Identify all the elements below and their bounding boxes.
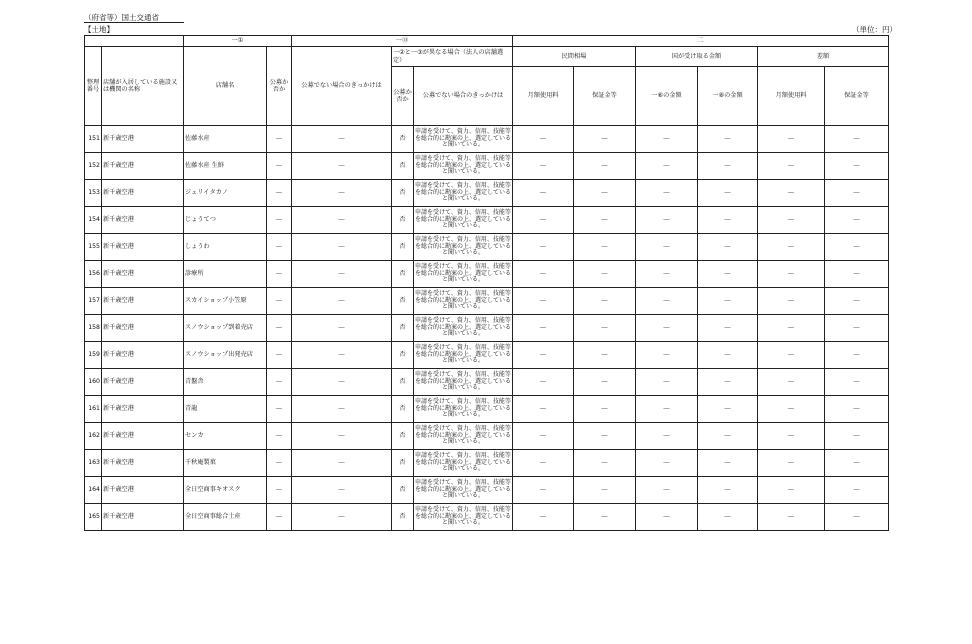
row-private-deposit: －	[574, 288, 636, 315]
row-diff-public: 否	[392, 288, 414, 315]
row-reason: －	[292, 423, 392, 450]
row-facility: 新千歳空港	[102, 261, 184, 288]
row-store: 千秋庵製菓	[184, 450, 267, 477]
row-diff-reason: 申請を受けて、資力、信用、技能等を総合的に勘案の上、選定していると聞いている。	[414, 261, 513, 288]
table-row	[85, 126, 889, 153]
row-diff-public: 否	[392, 396, 414, 423]
header-deposit2: 保証金等	[825, 67, 889, 126]
row-public: －	[267, 477, 292, 504]
row-facility: 新千歳空港	[102, 450, 184, 477]
row-facility: 新千歳空港	[102, 153, 184, 180]
row-diff-public: 否	[392, 423, 414, 450]
row-public: －	[267, 423, 292, 450]
row-no: 164	[85, 477, 102, 504]
row-store: 全日空商事キオスク	[184, 477, 267, 504]
row-diff-public: 否	[392, 477, 414, 504]
row-amount6: －	[636, 126, 698, 153]
row-reason: －	[292, 234, 392, 261]
row-reason: －	[292, 180, 392, 207]
row-no: 156	[85, 261, 102, 288]
row-private-monthly: －	[513, 234, 574, 261]
row-private-deposit: －	[574, 261, 636, 288]
row-public: －	[267, 396, 292, 423]
row-no: 163	[85, 450, 102, 477]
row-diff-reason: 申請を受けて、資力、信用、技能等を総合的に勘案の上、選定していると聞いている。	[414, 369, 513, 396]
row-private-monthly: －	[513, 423, 574, 450]
row-diff-public: 否	[392, 369, 414, 396]
row-private-monthly: －	[513, 180, 574, 207]
row-diff-reason: 申請を受けて、資力、信用、技能等を総合的に勘案の上、選定していると聞いている。	[414, 342, 513, 369]
row-store: 青龍	[184, 396, 267, 423]
row-no: 161	[85, 396, 102, 423]
row-reason: －	[292, 396, 392, 423]
header-monthly2: 月額使用料	[758, 67, 825, 126]
row-private-deposit: －	[574, 234, 636, 261]
unit-label: （単位：円）	[852, 25, 897, 34]
row-reason: －	[292, 369, 392, 396]
row-reason: －	[292, 261, 392, 288]
row-private-monthly: －	[513, 207, 574, 234]
row-private-monthly: －	[513, 450, 574, 477]
row-amount8: －	[698, 450, 758, 477]
row-diff-public: 否	[392, 315, 414, 342]
header-group13: 一⑬	[292, 36, 513, 47]
row-public: －	[267, 261, 292, 288]
row-amount8: －	[698, 207, 758, 234]
row-private-deposit: －	[574, 369, 636, 396]
row-diff-reason: 申請を受けて、資力、信用、技能等を総合的に勘案の上、選定していると聞いている。	[414, 180, 513, 207]
table-row	[85, 261, 889, 288]
row-amount8: －	[698, 126, 758, 153]
row-facility: 新千歳空港	[102, 315, 184, 342]
row-store: ジュリイタカノ	[184, 180, 267, 207]
row-reason: －	[292, 342, 392, 369]
row-facility: 新千歳空港	[102, 396, 184, 423]
row-amount8: －	[698, 504, 758, 531]
row-private-monthly: －	[513, 342, 574, 369]
row-public: －	[267, 126, 292, 153]
row-diff-deposit: －	[825, 504, 889, 531]
row-diff-public: 否	[392, 207, 414, 234]
header-facility: 店舗が入居している施設又は機関の名称	[102, 47, 184, 126]
header-monthly: 月額使用料	[513, 67, 574, 126]
row-amount6: －	[636, 450, 698, 477]
row-public: －	[267, 504, 292, 531]
table-row	[85, 423, 889, 450]
row-private-deposit: －	[574, 477, 636, 504]
table-row	[85, 342, 889, 369]
row-public: －	[267, 180, 292, 207]
row-amount8: －	[698, 342, 758, 369]
row-private-monthly: －	[513, 288, 574, 315]
table-row	[85, 234, 889, 261]
header-amount8: 一⑧の金額	[698, 67, 758, 126]
row-no: 151	[85, 126, 102, 153]
row-reason: －	[292, 126, 392, 153]
row-amount8: －	[698, 234, 758, 261]
row-diff-deposit: －	[825, 261, 889, 288]
row-amount6: －	[636, 396, 698, 423]
ministry-label: （府省等）国土交通省	[84, 13, 159, 22]
row-no: 162	[85, 423, 102, 450]
row-diff-reason: 申請を受けて、資力、信用、技能等を総合的に勘案の上、選定していると聞いている。	[414, 126, 513, 153]
table-row	[85, 477, 889, 504]
row-store: 佐藤水産	[184, 126, 267, 153]
table-row	[85, 369, 889, 396]
row-private-deposit: －	[574, 504, 636, 531]
row-diff-monthly: －	[758, 342, 825, 369]
header-row-2	[85, 47, 889, 67]
row-amount6: －	[636, 261, 698, 288]
row-public: －	[267, 450, 292, 477]
row-diff-deposit: －	[825, 450, 889, 477]
row-diff-monthly: －	[758, 261, 825, 288]
row-diff-reason: 申請を受けて、資力、信用、技能等を総合的に勘案の上、選定していると聞いている。	[414, 288, 513, 315]
row-diff-reason: 申請を受けて、資力、信用、技能等を総合的に勘案の上、選定していると聞いている。	[414, 207, 513, 234]
header-row-1	[85, 36, 889, 47]
table-body	[85, 36, 889, 531]
row-no: 154	[85, 207, 102, 234]
row-no: 160	[85, 369, 102, 396]
row-diff-monthly: －	[758, 180, 825, 207]
row-store: しょうわ	[184, 234, 267, 261]
row-no: 165	[85, 504, 102, 531]
row-amount8: －	[698, 153, 758, 180]
row-store: じょうてつ	[184, 207, 267, 234]
row-private-deposit: －	[574, 180, 636, 207]
row-amount8: －	[698, 369, 758, 396]
row-reason: －	[292, 288, 392, 315]
row-store: 診療所	[184, 261, 267, 288]
row-diff-public: 否	[392, 153, 414, 180]
header-public-reason: 公募でない場合のきっかけは	[292, 47, 392, 126]
ministry-underline	[84, 22, 184, 23]
row-diff-reason: 申請を受けて、資力、信用、技能等を総合的に勘案の上、選定していると聞いている。	[414, 450, 513, 477]
table-row	[85, 207, 889, 234]
row-amount8: －	[698, 180, 758, 207]
row-diff-deposit: －	[825, 396, 889, 423]
data-table	[84, 35, 889, 531]
row-no: 159	[85, 342, 102, 369]
header-deposit: 保証金等	[574, 67, 636, 126]
row-store: 佐藤水産 生鮮	[184, 153, 267, 180]
row-diff-reason: 申請を受けて、資力、信用、技能等を総合的に勘案の上、選定していると聞いている。	[414, 153, 513, 180]
row-diff-deposit: －	[825, 207, 889, 234]
row-diff-deposit: －	[825, 126, 889, 153]
row-diff-public: 否	[392, 180, 414, 207]
header-blank	[85, 36, 184, 47]
row-diff-monthly: －	[758, 396, 825, 423]
row-public: －	[267, 153, 292, 180]
row-private-deposit: －	[574, 207, 636, 234]
row-diff-deposit: －	[825, 288, 889, 315]
row-diff-deposit: －	[825, 477, 889, 504]
row-private-deposit: －	[574, 450, 636, 477]
row-private-deposit: －	[574, 153, 636, 180]
row-diff-deposit: －	[825, 369, 889, 396]
row-facility: 新千歳空港	[102, 504, 184, 531]
row-no: 158	[85, 315, 102, 342]
row-amount6: －	[636, 504, 698, 531]
row-private-monthly: －	[513, 369, 574, 396]
row-private-monthly: －	[513, 477, 574, 504]
row-diff-deposit: －	[825, 234, 889, 261]
table-row	[85, 315, 889, 342]
row-store: スカイショップ小笠原	[184, 288, 267, 315]
header-diff-public: 公募か否か	[392, 67, 414, 126]
row-diff-deposit: －	[825, 153, 889, 180]
row-diff-monthly: －	[758, 450, 825, 477]
row-reason: －	[292, 153, 392, 180]
header-store: 店舗名	[184, 47, 267, 126]
row-diff-monthly: －	[758, 315, 825, 342]
row-diff-public: 否	[392, 504, 414, 531]
row-no: 155	[85, 234, 102, 261]
row-amount8: －	[698, 396, 758, 423]
row-facility: 新千歳空港	[102, 477, 184, 504]
row-private-deposit: －	[574, 423, 636, 450]
row-private-monthly: －	[513, 153, 574, 180]
row-amount6: －	[636, 369, 698, 396]
category-label: 【土地】	[84, 25, 114, 34]
row-no: 157	[85, 288, 102, 315]
row-amount6: －	[636, 288, 698, 315]
table-row	[85, 288, 889, 315]
row-diff-public: 否	[392, 261, 414, 288]
row-amount6: －	[636, 423, 698, 450]
row-store: 青盤舎	[184, 369, 267, 396]
row-public: －	[267, 342, 292, 369]
row-diff-monthly: －	[758, 288, 825, 315]
row-store: センカ	[184, 423, 267, 450]
row-diff-monthly: －	[758, 369, 825, 396]
row-diff-monthly: －	[758, 477, 825, 504]
row-diff-reason: 申請を受けて、資力、信用、技能等を総合的に勘案の上、選定していると聞いている。	[414, 396, 513, 423]
table-row	[85, 504, 889, 531]
row-diff-reason: 申請を受けて、資力、信用、技能等を総合的に勘案の上、選定していると聞いている。	[414, 423, 513, 450]
row-private-monthly: －	[513, 504, 574, 531]
table-row	[85, 450, 889, 477]
header-group1: 一①	[184, 36, 292, 47]
header-difference: 差額	[758, 47, 889, 67]
row-facility: 新千歳空港	[102, 369, 184, 396]
row-private-monthly: －	[513, 315, 574, 342]
row-diff-reason: 申請を受けて、資力、信用、技能等を総合的に勘案の上、選定していると聞いている。	[414, 315, 513, 342]
row-diff-monthly: －	[758, 126, 825, 153]
row-diff-monthly: －	[758, 234, 825, 261]
row-private-monthly: －	[513, 396, 574, 423]
row-private-monthly: －	[513, 261, 574, 288]
row-amount6: －	[636, 315, 698, 342]
row-public: －	[267, 288, 292, 315]
row-diff-deposit: －	[825, 342, 889, 369]
row-amount8: －	[698, 261, 758, 288]
row-private-deposit: －	[574, 396, 636, 423]
row-reason: －	[292, 450, 392, 477]
row-public: －	[267, 207, 292, 234]
row-diff-monthly: －	[758, 153, 825, 180]
row-private-deposit: －	[574, 342, 636, 369]
table-row	[85, 153, 889, 180]
row-amount8: －	[698, 477, 758, 504]
row-amount6: －	[636, 234, 698, 261]
row-reason: －	[292, 477, 392, 504]
row-facility: 新千歳空港	[102, 207, 184, 234]
header-no: 整理番号	[85, 47, 102, 126]
row-amount6: －	[636, 477, 698, 504]
row-facility: 新千歳空港	[102, 180, 184, 207]
header-private: 民間相場	[513, 47, 636, 67]
row-private-deposit: －	[574, 315, 636, 342]
row-diff-deposit: －	[825, 315, 889, 342]
row-public: －	[267, 234, 292, 261]
row-diff-deposit: －	[825, 423, 889, 450]
row-diff-public: 否	[392, 126, 414, 153]
row-facility: 新千歳空港	[102, 342, 184, 369]
table-row	[85, 396, 889, 423]
header-diff: 一②と一③が異なる場合（法人の店舗選定）	[392, 47, 513, 67]
header-group2: 二	[513, 36, 889, 47]
row-amount8: －	[698, 423, 758, 450]
row-diff-public: 否	[392, 234, 414, 261]
row-no: 153	[85, 180, 102, 207]
row-reason: －	[292, 315, 392, 342]
row-facility: 新千歳空港	[102, 234, 184, 261]
header-diff-reason: 公募でない場合のきっかけは	[414, 67, 513, 126]
row-diff-public: 否	[392, 450, 414, 477]
row-public: －	[267, 369, 292, 396]
row-reason: －	[292, 207, 392, 234]
row-private-deposit: －	[574, 126, 636, 153]
row-amount6: －	[636, 180, 698, 207]
row-private-monthly: －	[513, 126, 574, 153]
row-amount6: －	[636, 207, 698, 234]
row-diff-reason: 申請を受けて、資力、信用、技能等を総合的に勘案の上、選定していると聞いている。	[414, 504, 513, 531]
row-diff-monthly: －	[758, 423, 825, 450]
row-diff-reason: 申請を受けて、資力、信用、技能等を総合的に勘案の上、選定していると聞いている。	[414, 234, 513, 261]
row-reason: －	[292, 504, 392, 531]
row-store: 全日空商事総合土産	[184, 504, 267, 531]
row-facility: 新千歳空港	[102, 423, 184, 450]
row-diff-deposit: －	[825, 180, 889, 207]
row-store: スノウショップ出発売店	[184, 342, 267, 369]
row-diff-monthly: －	[758, 504, 825, 531]
row-amount8: －	[698, 288, 758, 315]
header-public: 公募か否か	[267, 47, 292, 126]
row-amount8: －	[698, 315, 758, 342]
header-amount6: 一⑥の金額	[636, 67, 698, 126]
table-row	[85, 180, 889, 207]
row-diff-monthly: －	[758, 207, 825, 234]
row-amount6: －	[636, 153, 698, 180]
row-facility: 新千歳空港	[102, 126, 184, 153]
row-diff-public: 否	[392, 342, 414, 369]
row-amount6: －	[636, 342, 698, 369]
row-no: 152	[85, 153, 102, 180]
row-diff-reason: 申請を受けて、資力、信用、技能等を総合的に勘案の上、選定していると聞いている。	[414, 477, 513, 504]
row-store: スノウショップ到着売店	[184, 315, 267, 342]
header-country: 国が受け取る金額	[636, 47, 758, 67]
row-public: －	[267, 315, 292, 342]
row-facility: 新千歳空港	[102, 288, 184, 315]
